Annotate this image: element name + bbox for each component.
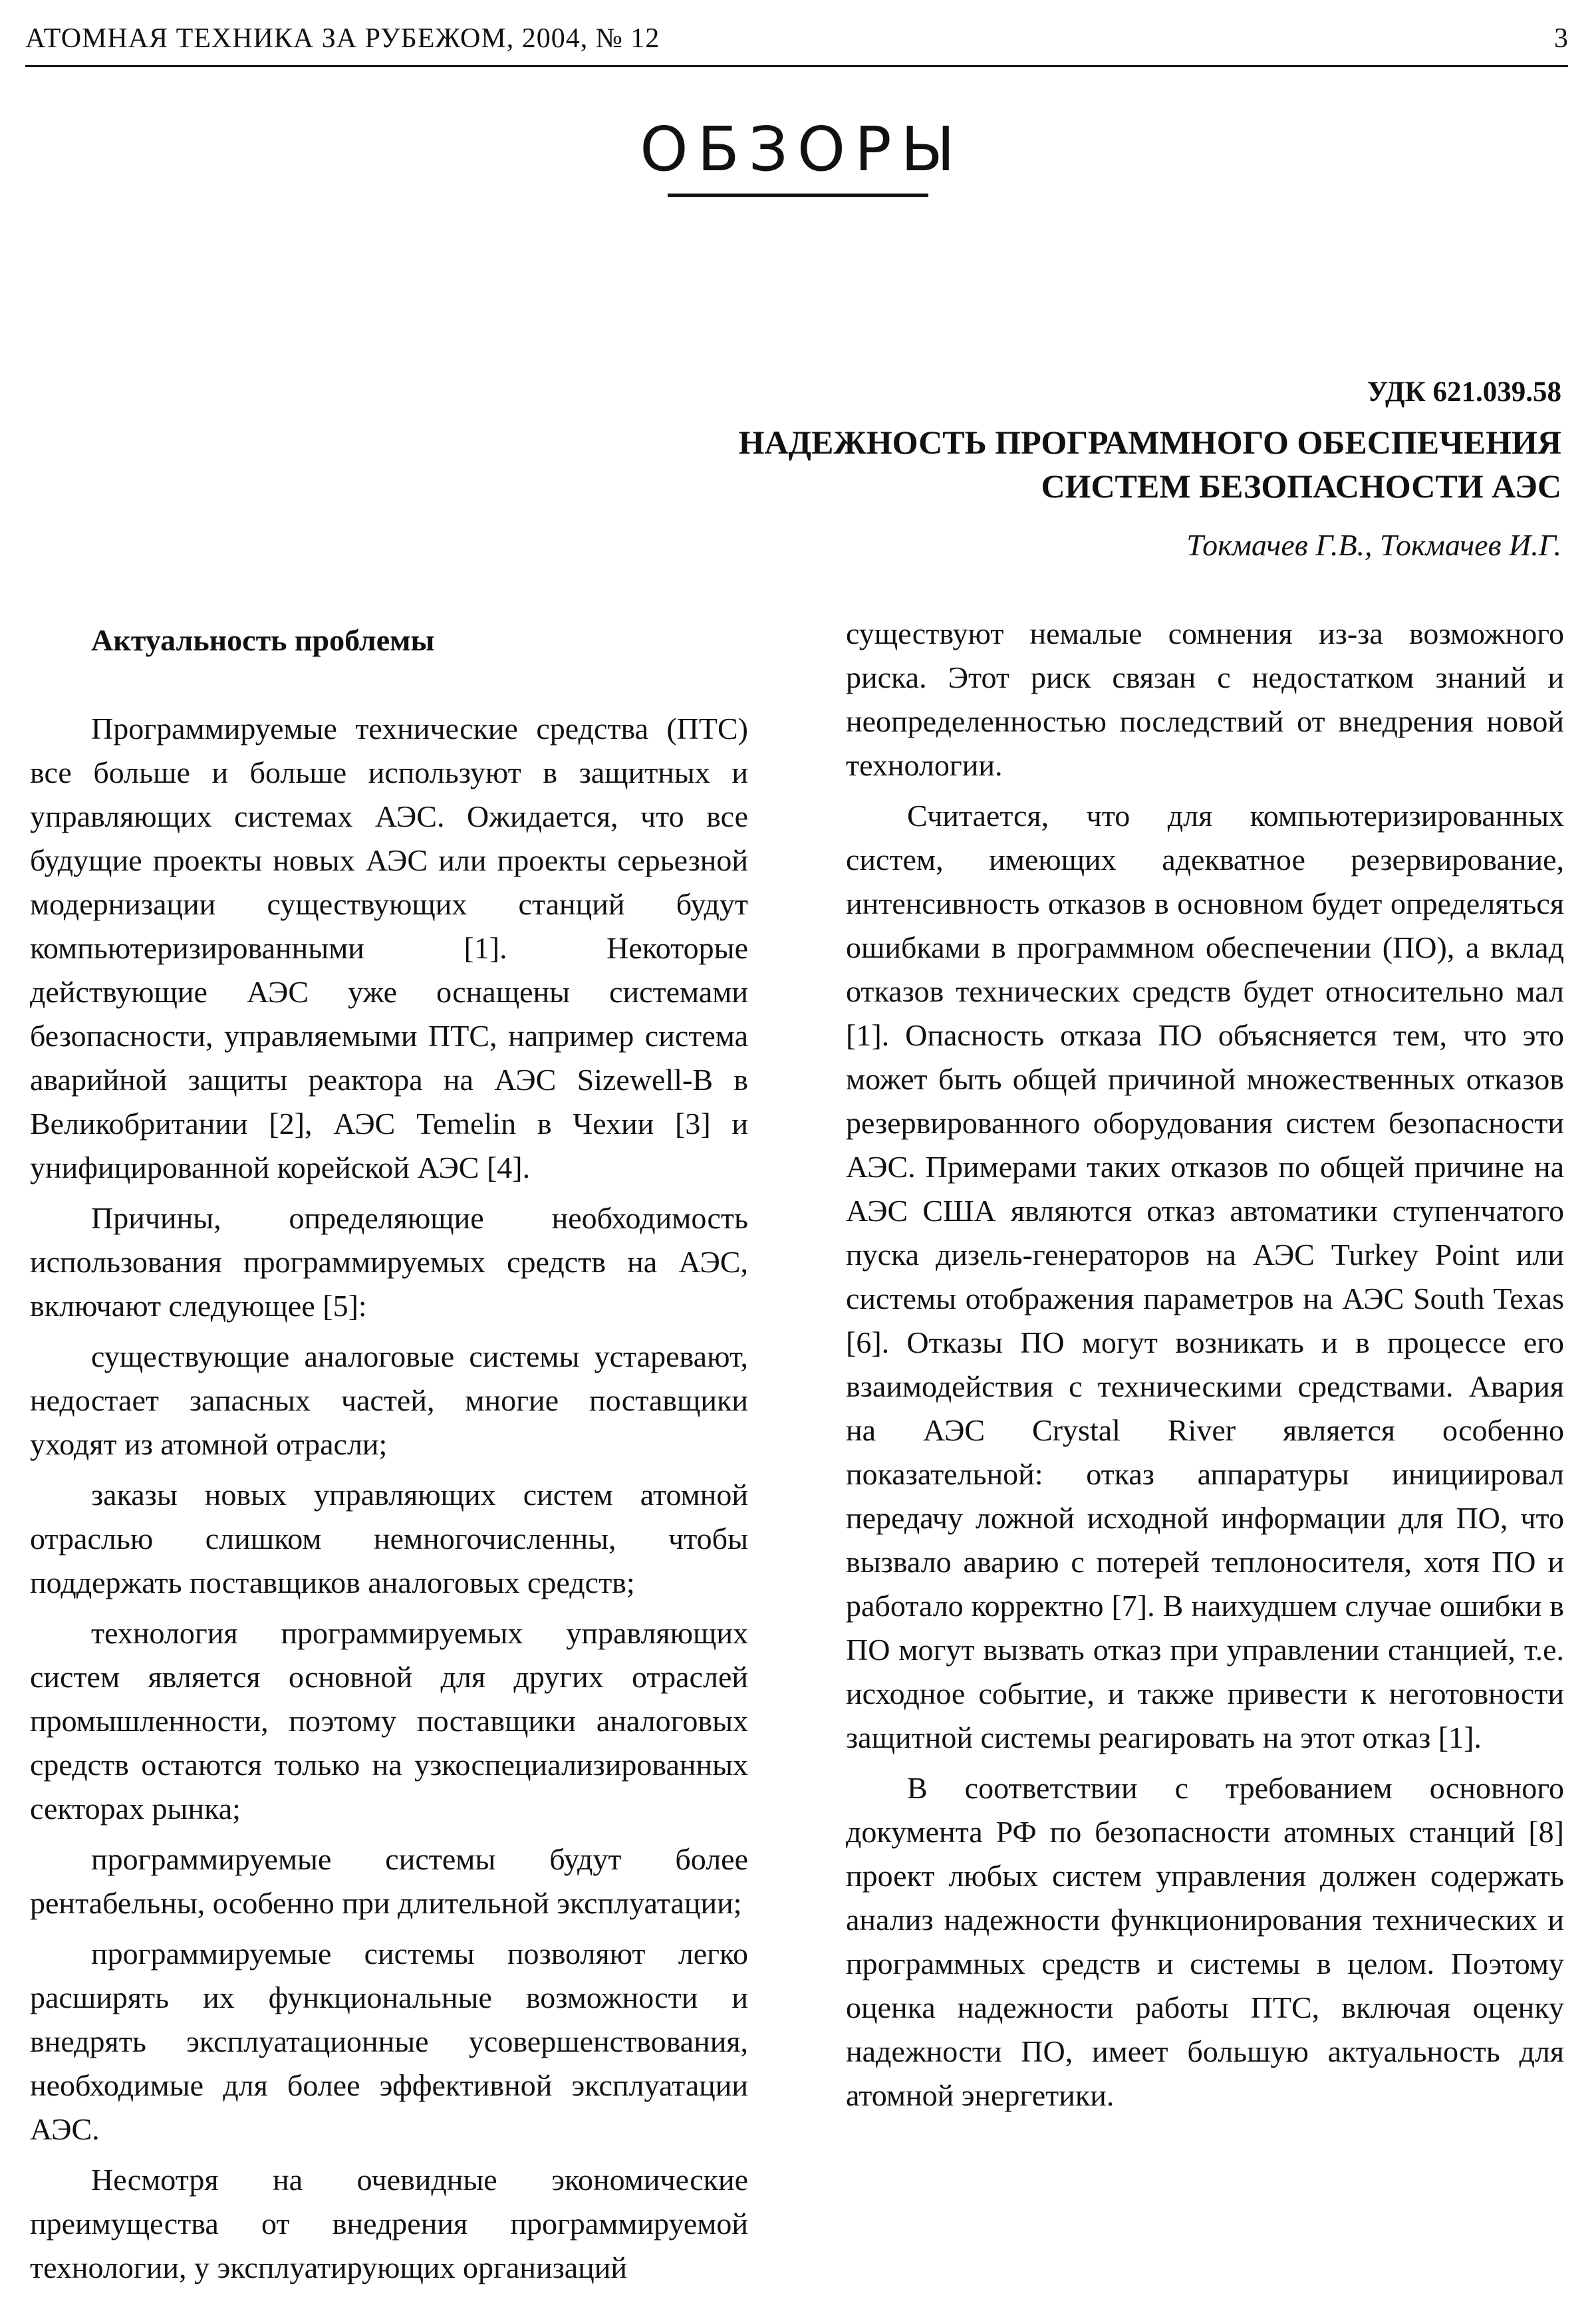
right-column xyxy=(846,612,1564,2124)
article-title xyxy=(739,420,1561,508)
page-number: 3 xyxy=(1554,23,1568,54)
paragraph: Программируемые технические средства (ПТС) все больше и больше используют в защитных и управляющих системах АЭС. Ожидается, что все будущие проекты новых АЭС или проекты серьезной модернизации существующих станций будут компьютеризированными [1]. Некоторые действующие АЭС уже оснащены системами безопасности, управляемыми ПТС, например система аварийной защиты реактора на АЭС Sizewell-B в Великобритании [2], АЭС Temelin в Чехии [3] и унифицированной корейской АЭС [4]. xyxy=(30,712,748,1184)
paragraph-continuation: существуют немалые сомнения из-за возможного риска. Этот риск связан с недостатком знаний и неопределенностью последствий от внедрения новой технологии. xyxy=(846,616,1564,782)
article-title-line-2: СИСТЕМ БЕЗОПАСНОСТИ АЭС xyxy=(1041,468,1561,505)
paragraph: Несмотря на очевидные экономические преимущества от внедрения программируемой технологии, у эксплуатирующих организаций xyxy=(30,2163,748,2284)
section-title-underline xyxy=(668,194,928,197)
list-item: технология программируемых управляющих систем является основной для других отраслей промышленности, поэтому поставщики аналоговых средств остаются только на узкоспециализированных секторах рынка; xyxy=(30,1616,748,1826)
list-item: существующие аналоговые системы устаревают, недостает запасных частей, многие поставщики уходят из атомной отрасли; xyxy=(30,1339,748,1461)
list-item: программируемые системы позволяют легко расширять их функциональные возможности и внедрять эксплуатационные усовершенствования, необходимые для более эффективной эксплуатации АЭС. xyxy=(30,1937,748,2146)
list-item: программируемые системы будут более рентабельны, особенно при длительной эксплуатации; xyxy=(30,1842,748,1920)
running-header xyxy=(25,19,1568,67)
left-column xyxy=(30,612,748,2296)
paragraph: Считается, что для компьютеризированных систем, имеющих адекватное резервирование, интенсивность отказов в основном будет определяться ошибками в программном обеспечении (ПО), а вклад отказов технических средств будет относительно мал [1]. Опасность отказа ПО объясняется тем, что это может быть общей причиной множественных отказов резервированного оборудования систем безопасности АЭС. Примерами таких отказов по общей причине на АЭС США являются отказ автоматики ступенчатого пуска дизель-генераторов на АЭС Turkey Point или системы отображения параметров на АЭС South Texas [6]. Отказы ПО могут возникать и в процессе его взаимодействия с техническими средствами. Авария на АЭС Crystal River является особенно показательной: отказ аппаратуры инициировал передачу ложной исходной информации для ПО, что вызвало аварию с потерей теплоносителя, хотя ПО и работало корректно [7]. В наихудшем случае ошибки в ПО могут вызвать отказ при управлении станцией, т.е. исходное событие, и также привести к неготовности защитной системы реагировать на этот отказ [1]. xyxy=(846,799,1564,1754)
subheading: Актуальность проблемы xyxy=(91,623,435,657)
journal-title: АТОМНАЯ ТЕХНИКА ЗА РУБЕЖОМ, 2004, № 12 xyxy=(25,23,660,54)
section-title: ОБЗОРЫ xyxy=(640,114,964,185)
udk-code: УДК 621.039.58 xyxy=(1367,376,1561,408)
article-meta xyxy=(739,372,1561,565)
article-title-line-1: НАДЕЖНОСТЬ ПРОГРАММНОГО ОБЕСПЕЧЕНИЯ xyxy=(738,424,1561,461)
article-authors: Токмачев Г.В., Токмачев И.Г. xyxy=(1186,528,1561,562)
list-item: заказы новых управляющих систем атомной отраслью слишком немногочисленны, чтобы поддержать поставщиков аналоговых средств; xyxy=(30,1478,748,1599)
paragraph: Причины, определяющие необходимость использования программируемых средств на АЭС, включают следующее [5]: xyxy=(30,1201,748,1323)
section-heading xyxy=(0,116,1596,197)
paragraph: В соответствии с требованием основного документа РФ по безопасности атомных станций [8] проект любых систем управления должен содержать анализ надежности функционирования технических и программных средств и системы в целом. Поэтому оценка надежности работы ПТС, включая оценку надежности ПО, имеет большую актуальность для атомной энергетики. xyxy=(846,1771,1564,2112)
